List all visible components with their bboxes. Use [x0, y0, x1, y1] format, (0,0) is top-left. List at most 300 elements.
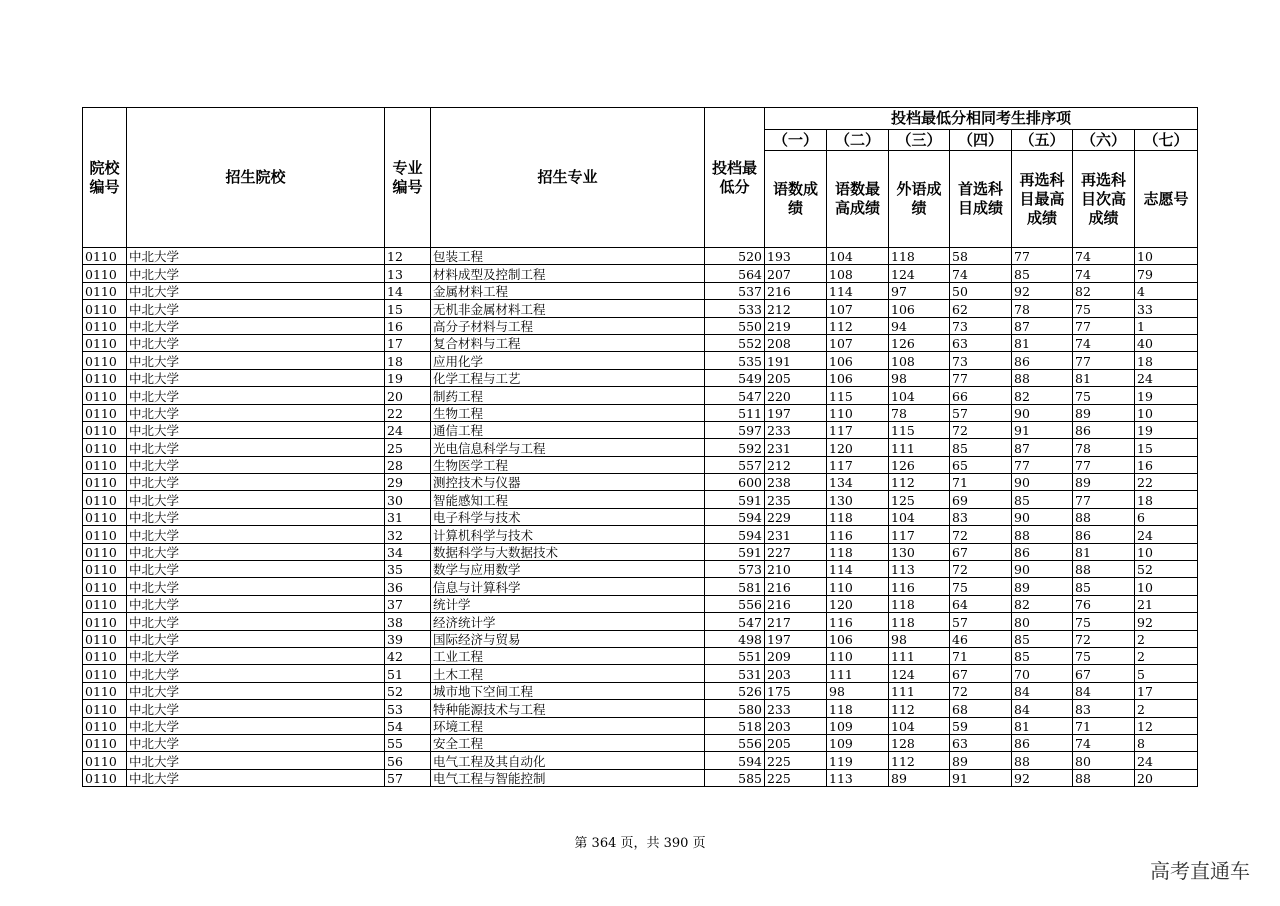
tiebreak-5-cell: 82: [1012, 387, 1073, 404]
tiebreak-4-cell: 75: [950, 578, 1012, 595]
min-score-cell: 594: [705, 508, 765, 525]
header-major-name: 招生专业: [431, 108, 705, 248]
school-code-cell: 0110: [83, 561, 127, 578]
min-score-cell: 526: [705, 682, 765, 699]
tiebreak-5-cell: 87: [1012, 439, 1073, 456]
tiebreak-7-cell: 8: [1135, 734, 1198, 751]
tiebreak-2-cell: 106: [827, 630, 889, 647]
tiebreak-1-cell: 203: [765, 665, 827, 682]
tiebreak-7-cell: 19: [1135, 421, 1198, 438]
tiebreak-1-cell: 219: [765, 317, 827, 334]
tiebreak-2-cell: 114: [827, 282, 889, 299]
tiebreak-7-cell: 17: [1135, 682, 1198, 699]
school-code-cell: 0110: [83, 665, 127, 682]
min-score-cell: 551: [705, 647, 765, 664]
tiebreak-4-cell: 62: [950, 300, 1012, 317]
school-name-cell: 中北大学: [127, 561, 385, 578]
major-code-cell: 28: [385, 456, 431, 473]
tiebreak-5-cell: 80: [1012, 613, 1073, 630]
school-code-cell: 0110: [83, 752, 127, 769]
tiebreak-1-cell: 217: [765, 613, 827, 630]
school-code-cell: 0110: [83, 474, 127, 491]
tiebreak-2-cell: 110: [827, 647, 889, 664]
tiebreak-1-cell: 235: [765, 491, 827, 508]
table-row: [83, 700, 1198, 717]
tiebreak-2-cell: 107: [827, 334, 889, 351]
min-score-cell: 591: [705, 543, 765, 560]
school-name-cell: 中北大学: [127, 282, 385, 299]
header-tiebreak-label: 志愿号: [1135, 151, 1198, 248]
min-score-cell: 549: [705, 369, 765, 386]
major-name-cell: 电气工程及其自动化: [431, 752, 705, 769]
tiebreak-7-cell: 21: [1135, 595, 1198, 612]
table-row: [83, 682, 1198, 699]
tiebreak-7-cell: 24: [1135, 526, 1198, 543]
major-code-cell: 52: [385, 682, 431, 699]
tiebreak-7-cell: 33: [1135, 300, 1198, 317]
tiebreak-6-cell: 78: [1073, 439, 1135, 456]
tiebreak-2-cell: 114: [827, 561, 889, 578]
tiebreak-6-cell: 75: [1073, 387, 1135, 404]
tiebreak-3-cell: 104: [889, 717, 950, 734]
major-name-cell: 电气工程与智能控制: [431, 769, 705, 786]
school-name-cell: 中北大学: [127, 352, 385, 369]
tiebreak-3-cell: 113: [889, 561, 950, 578]
tiebreak-3-cell: 112: [889, 752, 950, 769]
school-code-cell: 0110: [83, 334, 127, 351]
school-name-cell: 中北大学: [127, 682, 385, 699]
tiebreak-4-cell: 71: [950, 647, 1012, 664]
tiebreak-4-cell: 57: [950, 613, 1012, 630]
school-code-cell: 0110: [83, 647, 127, 664]
tiebreak-7-cell: 18: [1135, 491, 1198, 508]
tiebreak-6-cell: 82: [1073, 282, 1135, 299]
tiebreak-2-cell: 118: [827, 700, 889, 717]
school-name-cell: 中北大学: [127, 369, 385, 386]
major-name-cell: 国际经济与贸易: [431, 630, 705, 647]
school-code-cell: 0110: [83, 387, 127, 404]
min-score-cell: 594: [705, 526, 765, 543]
tiebreak-4-cell: 69: [950, 491, 1012, 508]
major-code-cell: 14: [385, 282, 431, 299]
table-row: [83, 456, 1198, 473]
tiebreak-1-cell: 212: [765, 456, 827, 473]
min-score-cell: 547: [705, 613, 765, 630]
tiebreak-4-cell: 73: [950, 317, 1012, 334]
tiebreak-2-cell: 120: [827, 595, 889, 612]
tiebreak-3-cell: 118: [889, 248, 950, 265]
major-name-cell: 智能感知工程: [431, 491, 705, 508]
major-code-cell: 42: [385, 647, 431, 664]
tiebreak-3-cell: 78: [889, 404, 950, 421]
tiebreak-2-cell: 113: [827, 769, 889, 786]
tiebreak-7-cell: 22: [1135, 474, 1198, 491]
tiebreak-3-cell: 118: [889, 595, 950, 612]
min-score-cell: 518: [705, 717, 765, 734]
school-code-cell: 0110: [83, 613, 127, 630]
school-name-cell: 中北大学: [127, 613, 385, 630]
tiebreak-7-cell: 24: [1135, 752, 1198, 769]
major-name-cell: 电子科学与技术: [431, 508, 705, 525]
tiebreak-3-cell: 126: [889, 456, 950, 473]
school-name-cell: 中北大学: [127, 630, 385, 647]
tiebreak-7-cell: 4: [1135, 282, 1198, 299]
school-code-cell: 0110: [83, 317, 127, 334]
tiebreak-5-cell: 84: [1012, 682, 1073, 699]
tiebreak-4-cell: 66: [950, 387, 1012, 404]
major-code-cell: 31: [385, 508, 431, 525]
major-code-cell: 18: [385, 352, 431, 369]
tiebreak-6-cell: 77: [1073, 491, 1135, 508]
school-code-cell: 0110: [83, 630, 127, 647]
tiebreak-6-cell: 75: [1073, 613, 1135, 630]
tiebreak-4-cell: 59: [950, 717, 1012, 734]
tiebreak-7-cell: 16: [1135, 456, 1198, 473]
major-code-cell: 54: [385, 717, 431, 734]
tiebreak-2-cell: 116: [827, 526, 889, 543]
major-code-cell: 29: [385, 474, 431, 491]
tiebreak-7-cell: 2: [1135, 700, 1198, 717]
tiebreak-7-cell: 52: [1135, 561, 1198, 578]
school-name-cell: 中北大学: [127, 456, 385, 473]
major-name-cell: 信息与计算科学: [431, 578, 705, 595]
min-score-cell: 547: [705, 387, 765, 404]
school-code-cell: 0110: [83, 352, 127, 369]
tiebreak-1-cell: 191: [765, 352, 827, 369]
tiebreak-6-cell: 89: [1073, 474, 1135, 491]
major-name-cell: 应用化学: [431, 352, 705, 369]
tiebreak-3-cell: 115: [889, 421, 950, 438]
tiebreak-2-cell: 116: [827, 613, 889, 630]
tiebreak-4-cell: 58: [950, 248, 1012, 265]
tiebreak-6-cell: 72: [1073, 630, 1135, 647]
tiebreak-6-cell: 77: [1073, 317, 1135, 334]
major-code-cell: 38: [385, 613, 431, 630]
major-code-cell: 25: [385, 439, 431, 456]
min-score-cell: 573: [705, 561, 765, 578]
header-tiebreak-number: （六）: [1073, 130, 1135, 151]
tiebreak-4-cell: 46: [950, 630, 1012, 647]
major-code-cell: 53: [385, 700, 431, 717]
min-score-cell: 581: [705, 578, 765, 595]
tiebreak-5-cell: 77: [1012, 248, 1073, 265]
tiebreak-2-cell: 111: [827, 665, 889, 682]
tiebreak-1-cell: 208: [765, 334, 827, 351]
min-score-cell: 556: [705, 734, 765, 751]
table-row: [83, 282, 1198, 299]
school-name-cell: 中北大学: [127, 439, 385, 456]
watermark: 高考直通车: [1150, 859, 1250, 883]
header-tiebreak-number: （七）: [1135, 130, 1198, 151]
tiebreak-5-cell: 85: [1012, 265, 1073, 282]
tiebreak-6-cell: 75: [1073, 300, 1135, 317]
tiebreak-1-cell: 209: [765, 647, 827, 664]
min-score-cell: 600: [705, 474, 765, 491]
header-min-score: 投档最低分: [705, 108, 765, 248]
tiebreak-4-cell: 72: [950, 526, 1012, 543]
tiebreak-4-cell: 65: [950, 456, 1012, 473]
school-name-cell: 中北大学: [127, 300, 385, 317]
major-code-cell: 17: [385, 334, 431, 351]
tiebreak-3-cell: 104: [889, 508, 950, 525]
tiebreak-4-cell: 71: [950, 474, 1012, 491]
tiebreak-1-cell: 203: [765, 717, 827, 734]
school-code-cell: 0110: [83, 769, 127, 786]
tiebreak-5-cell: 90: [1012, 474, 1073, 491]
tiebreak-7-cell: 12: [1135, 717, 1198, 734]
min-score-cell: 585: [705, 769, 765, 786]
major-code-cell: 30: [385, 491, 431, 508]
major-name-cell: 测控技术与仪器: [431, 474, 705, 491]
tiebreak-1-cell: 197: [765, 630, 827, 647]
header-tiebreak-number: （二）: [827, 130, 889, 151]
table-row: [83, 352, 1198, 369]
tiebreak-7-cell: 24: [1135, 369, 1198, 386]
tiebreak-1-cell: 225: [765, 752, 827, 769]
table-row: [83, 717, 1198, 734]
major-code-cell: 56: [385, 752, 431, 769]
tiebreak-5-cell: 88: [1012, 526, 1073, 543]
min-score-cell: 557: [705, 456, 765, 473]
tiebreak-5-cell: 90: [1012, 561, 1073, 578]
tiebreak-4-cell: 67: [950, 543, 1012, 560]
school-code-cell: 0110: [83, 300, 127, 317]
tiebreak-6-cell: 74: [1073, 265, 1135, 282]
major-name-cell: 土木工程: [431, 665, 705, 682]
major-name-cell: 化学工程与工艺: [431, 369, 705, 386]
table-row: [83, 248, 1198, 265]
header-tiebreak-label: 再选科目次高成绩: [1073, 151, 1135, 248]
min-score-cell: 537: [705, 282, 765, 299]
tiebreak-2-cell: 106: [827, 352, 889, 369]
major-name-cell: 复合材料与工程: [431, 334, 705, 351]
tiebreak-2-cell: 134: [827, 474, 889, 491]
header-tiebreak-number: （三）: [889, 130, 950, 151]
tiebreak-6-cell: 74: [1073, 334, 1135, 351]
table-row: [83, 561, 1198, 578]
tiebreak-5-cell: 82: [1012, 595, 1073, 612]
table-row: [83, 508, 1198, 525]
tiebreak-5-cell: 86: [1012, 543, 1073, 560]
tiebreak-3-cell: 108: [889, 352, 950, 369]
school-name-cell: 中北大学: [127, 665, 385, 682]
min-score-cell: 552: [705, 334, 765, 351]
tiebreak-6-cell: 67: [1073, 665, 1135, 682]
table-row: [83, 752, 1198, 769]
tiebreak-3-cell: 125: [889, 491, 950, 508]
tiebreak-2-cell: 110: [827, 578, 889, 595]
school-code-cell: 0110: [83, 248, 127, 265]
tiebreak-3-cell: 111: [889, 647, 950, 664]
tiebreak-5-cell: 84: [1012, 700, 1073, 717]
tiebreak-5-cell: 90: [1012, 404, 1073, 421]
tiebreak-1-cell: 205: [765, 369, 827, 386]
tiebreak-1-cell: 233: [765, 421, 827, 438]
min-score-cell: 597: [705, 421, 765, 438]
tiebreak-3-cell: 116: [889, 578, 950, 595]
header-tiebreak-label: 首选科目成绩: [950, 151, 1012, 248]
tiebreak-3-cell: 126: [889, 334, 950, 351]
tiebreak-1-cell: 231: [765, 526, 827, 543]
min-score-cell: 592: [705, 439, 765, 456]
tiebreak-3-cell: 130: [889, 543, 950, 560]
major-name-cell: 通信工程: [431, 421, 705, 438]
tiebreak-2-cell: 104: [827, 248, 889, 265]
tiebreak-1-cell: 216: [765, 595, 827, 612]
school-code-cell: 0110: [83, 265, 127, 282]
school-name-cell: 中北大学: [127, 734, 385, 751]
tiebreak-6-cell: 75: [1073, 647, 1135, 664]
tiebreak-6-cell: 83: [1073, 700, 1135, 717]
tiebreak-6-cell: 88: [1073, 561, 1135, 578]
tiebreak-4-cell: 63: [950, 734, 1012, 751]
major-name-cell: 环境工程: [431, 717, 705, 734]
tiebreak-4-cell: 57: [950, 404, 1012, 421]
major-code-cell: 16: [385, 317, 431, 334]
school-code-cell: 0110: [83, 682, 127, 699]
school-name-cell: 中北大学: [127, 265, 385, 282]
tiebreak-3-cell: 104: [889, 387, 950, 404]
major-name-cell: 光电信息科学与工程: [431, 439, 705, 456]
tiebreak-5-cell: 81: [1012, 334, 1073, 351]
table-row: [83, 543, 1198, 560]
tiebreak-5-cell: 85: [1012, 647, 1073, 664]
tiebreak-7-cell: 10: [1135, 543, 1198, 560]
tiebreak-6-cell: 76: [1073, 595, 1135, 612]
tiebreak-6-cell: 74: [1073, 734, 1135, 751]
tiebreak-7-cell: 6: [1135, 508, 1198, 525]
min-score-cell: 550: [705, 317, 765, 334]
major-code-cell: 57: [385, 769, 431, 786]
school-code-cell: 0110: [83, 543, 127, 560]
tiebreak-3-cell: 97: [889, 282, 950, 299]
major-code-cell: 15: [385, 300, 431, 317]
school-name-cell: 中北大学: [127, 491, 385, 508]
major-name-cell: 生物工程: [431, 404, 705, 421]
major-name-cell: 数据科学与大数据技术: [431, 543, 705, 560]
tiebreak-2-cell: 108: [827, 265, 889, 282]
major-name-cell: 城市地下空间工程: [431, 682, 705, 699]
school-name-cell: 中北大学: [127, 474, 385, 491]
school-code-cell: 0110: [83, 734, 127, 751]
tiebreak-1-cell: 231: [765, 439, 827, 456]
tiebreak-6-cell: 77: [1073, 456, 1135, 473]
major-code-cell: 35: [385, 561, 431, 578]
major-name-cell: 金属材料工程: [431, 282, 705, 299]
tiebreak-5-cell: 91: [1012, 421, 1073, 438]
school-name-cell: 中北大学: [127, 526, 385, 543]
tiebreak-4-cell: 77: [950, 369, 1012, 386]
school-name-cell: 中北大学: [127, 508, 385, 525]
tiebreak-7-cell: 10: [1135, 404, 1198, 421]
tiebreak-4-cell: 72: [950, 682, 1012, 699]
tiebreak-6-cell: 71: [1073, 717, 1135, 734]
table-row: [83, 578, 1198, 595]
major-name-cell: 无机非金属材料工程: [431, 300, 705, 317]
tiebreak-2-cell: 109: [827, 734, 889, 751]
tiebreak-6-cell: 85: [1073, 578, 1135, 595]
school-name-cell: 中北大学: [127, 578, 385, 595]
tiebreak-2-cell: 110: [827, 404, 889, 421]
tiebreak-4-cell: 63: [950, 334, 1012, 351]
tiebreak-4-cell: 72: [950, 421, 1012, 438]
table-row: [83, 369, 1198, 386]
tiebreak-6-cell: 81: [1073, 543, 1135, 560]
tiebreak-1-cell: 193: [765, 248, 827, 265]
tiebreak-7-cell: 92: [1135, 613, 1198, 630]
tiebreak-5-cell: 92: [1012, 282, 1073, 299]
table-row: [83, 613, 1198, 630]
tiebreak-5-cell: 92: [1012, 769, 1073, 786]
major-code-cell: 55: [385, 734, 431, 751]
tiebreak-2-cell: 112: [827, 317, 889, 334]
header-tiebreak-group: 投档最低分相同考生排序项: [765, 108, 1198, 130]
table-row: [83, 387, 1198, 404]
tiebreak-2-cell: 109: [827, 717, 889, 734]
header-major-code: 专业编号: [385, 108, 431, 248]
tiebreak-1-cell: 225: [765, 769, 827, 786]
tiebreak-4-cell: 83: [950, 508, 1012, 525]
tiebreak-1-cell: 212: [765, 300, 827, 317]
tiebreak-6-cell: 89: [1073, 404, 1135, 421]
table-row: [83, 439, 1198, 456]
school-code-cell: 0110: [83, 404, 127, 421]
school-code-cell: 0110: [83, 508, 127, 525]
school-code-cell: 0110: [83, 439, 127, 456]
header-school-name: 招生院校: [127, 108, 385, 248]
major-name-cell: 计算机科学与技术: [431, 526, 705, 543]
tiebreak-5-cell: 86: [1012, 734, 1073, 751]
major-name-cell: 数学与应用数学: [431, 561, 705, 578]
major-name-cell: 高分子材料与工程: [431, 317, 705, 334]
major-code-cell: 37: [385, 595, 431, 612]
tiebreak-7-cell: 10: [1135, 578, 1198, 595]
tiebreak-5-cell: 81: [1012, 717, 1073, 734]
tiebreak-3-cell: 124: [889, 265, 950, 282]
tiebreak-5-cell: 77: [1012, 456, 1073, 473]
header-tiebreak-number: （四）: [950, 130, 1012, 151]
major-code-cell: 34: [385, 543, 431, 560]
tiebreak-5-cell: 87: [1012, 317, 1073, 334]
major-code-cell: 24: [385, 421, 431, 438]
tiebreak-1-cell: 233: [765, 700, 827, 717]
tiebreak-7-cell: 40: [1135, 334, 1198, 351]
school-name-cell: 中北大学: [127, 647, 385, 664]
header-tiebreak-number: （一）: [765, 130, 827, 151]
school-name-cell: 中北大学: [127, 595, 385, 612]
tiebreak-1-cell: 238: [765, 474, 827, 491]
school-name-cell: 中北大学: [127, 717, 385, 734]
tiebreak-5-cell: 85: [1012, 630, 1073, 647]
tiebreak-4-cell: 64: [950, 595, 1012, 612]
tiebreak-1-cell: 220: [765, 387, 827, 404]
tiebreak-5-cell: 88: [1012, 752, 1073, 769]
school-code-cell: 0110: [83, 526, 127, 543]
tiebreak-2-cell: 98: [827, 682, 889, 699]
header-school-code: 院校编号: [83, 108, 127, 248]
tiebreak-6-cell: 86: [1073, 421, 1135, 438]
min-score-cell: 520: [705, 248, 765, 265]
school-code-cell: 0110: [83, 700, 127, 717]
min-score-cell: 498: [705, 630, 765, 647]
tiebreak-3-cell: 124: [889, 665, 950, 682]
tiebreak-7-cell: 10: [1135, 248, 1198, 265]
tiebreak-2-cell: 115: [827, 387, 889, 404]
major-name-cell: 生物医学工程: [431, 456, 705, 473]
admission-table: [82, 107, 1198, 787]
table-body: [83, 248, 1198, 787]
tiebreak-3-cell: 112: [889, 700, 950, 717]
